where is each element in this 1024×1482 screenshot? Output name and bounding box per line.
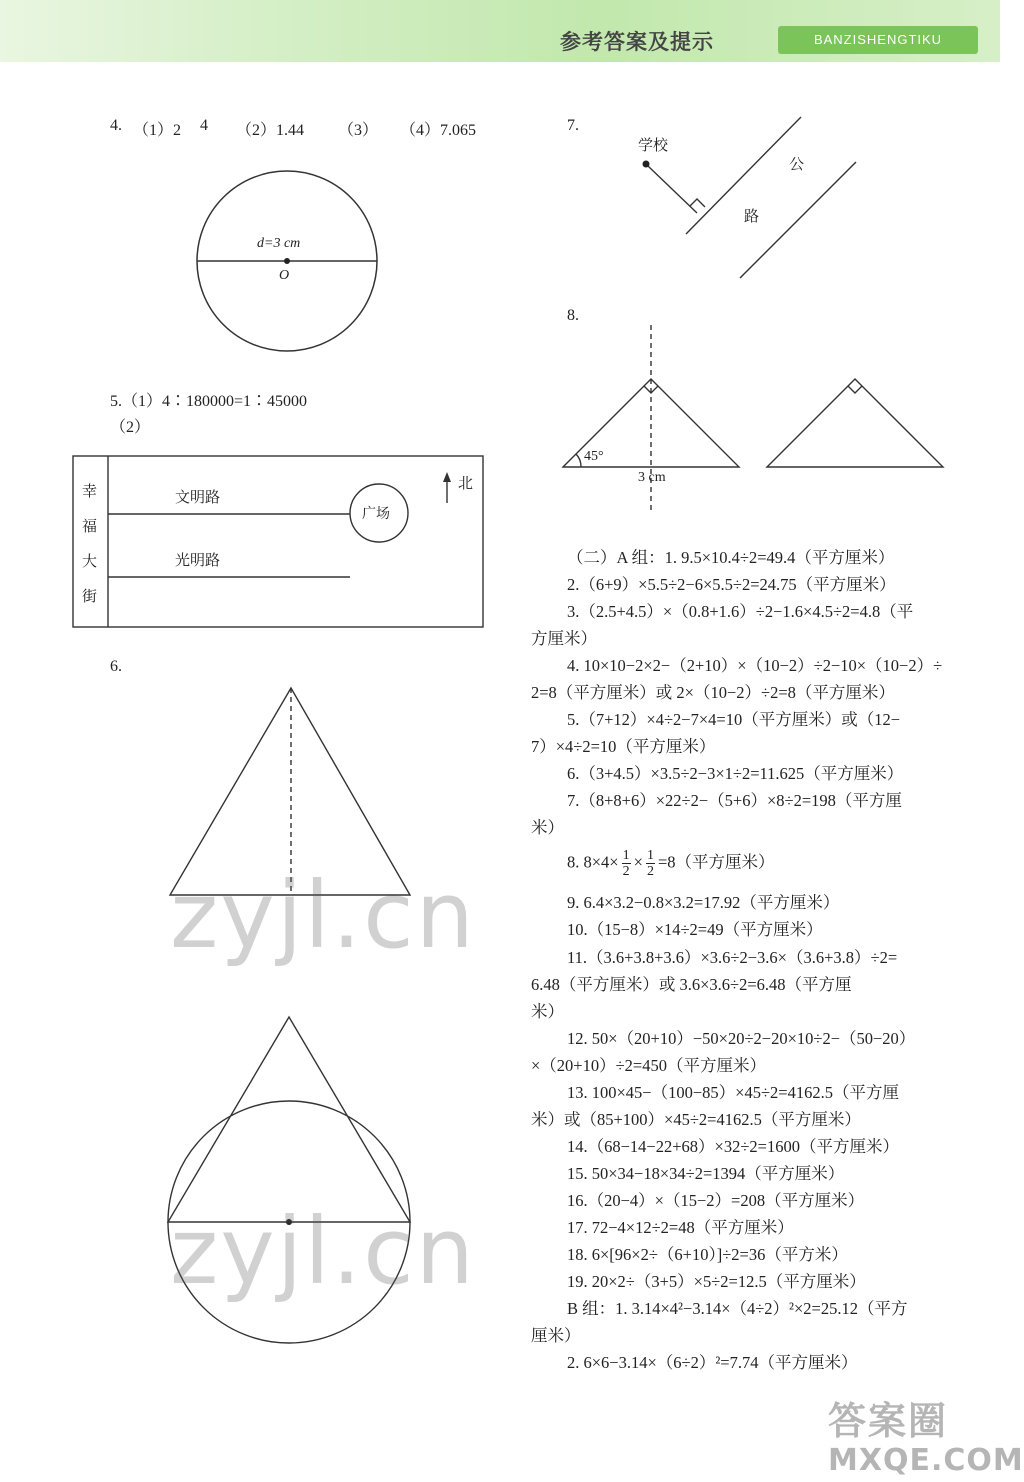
watermark-2: zyjl.cn <box>170 1198 476 1305</box>
street-char-4: 街 <box>82 589 98 605</box>
fraction-1 <box>622 848 631 879</box>
answer-line: 7）×4÷2=10（平方厘米） <box>531 737 716 756</box>
answer-line: B 组：1. 3.14×4²−3.14×（4÷2）²×2=25.12（平方 <box>567 1299 908 1318</box>
header-title: 参考答案及提示 <box>560 30 714 54</box>
site-logo-text: 答案圈 <box>828 1399 949 1443</box>
answer8-mid: × <box>633 852 643 872</box>
answer-line: 6.48（平方厘米）或 3.6×3.6÷2=6.48（平方厘 <box>531 975 852 994</box>
q7-number: 7. <box>567 117 579 134</box>
answer-line: 4. 10×10−2×2−（2+10）×（10−2）÷2−10×（10−2）÷ <box>567 656 943 675</box>
answer-line: 19. 20×2÷（3+5）×5÷2=12.5（平方厘米） <box>567 1272 866 1291</box>
street-char-1: 幸 <box>82 484 98 500</box>
circle-center-label: O <box>279 268 290 283</box>
road-label-a: 公 <box>789 157 805 173</box>
road-figure <box>648 117 856 278</box>
street-char-2: 福 <box>82 519 98 535</box>
fraction-2 <box>646 848 655 879</box>
q6-number: 6. <box>110 658 122 675</box>
right-triangles-figure <box>563 325 943 510</box>
school-label: 学校 <box>638 138 669 154</box>
answer-line: 17. 72−4×12÷2=48（平方厘米） <box>567 1218 794 1237</box>
answer-line: 2. 6×6−3.14×（6÷2）²=7.74（平方厘米） <box>567 1353 858 1372</box>
watermark-1: zyjl.cn <box>170 862 476 969</box>
fraction-2-num: 1 <box>646 848 654 863</box>
answer-line-fraction <box>567 848 775 879</box>
answer-line: 米）或（85+100）×45÷2=4162.5（平方厘米） <box>531 1110 861 1129</box>
answer8-pre: 8. 8×4× <box>567 852 619 872</box>
map-figure <box>73 456 483 627</box>
answer-line: 3.（2.5+4.5）×（0.8+1.6）÷2−1.6×4.5÷2=4.8（平 <box>567 602 914 621</box>
fraction-2-den: 2 <box>646 864 654 879</box>
road-label-b: 路 <box>744 209 760 225</box>
road2-label: 光明路 <box>175 553 221 569</box>
q4-part1b: 4 <box>200 117 208 134</box>
site-logo-url: MXQE.COM <box>828 1443 1024 1478</box>
school-point <box>643 161 650 168</box>
answer-line: 6.（3+4.5）×3.5÷2−3×1÷2=11.625（平方厘米） <box>567 764 904 783</box>
q4-number: 4. <box>110 117 122 134</box>
street-char-3: 大 <box>82 554 98 570</box>
answer-line: 厘米） <box>531 1326 581 1345</box>
answer-line: 2.（6+9）×5.5÷2−6×5.5÷2=24.75（平方厘米） <box>567 575 896 594</box>
answer-line: 方厘米） <box>531 629 597 648</box>
answer-line: 7.（8+8+6）×22÷2−（5+6）×8÷2=198（平方厘 <box>567 791 902 810</box>
answer-line: 18. 6×[96×2÷（6+10）]÷2=36（平方米） <box>567 1245 848 1264</box>
answer-line: 5.（7+12）×4÷2−7×4=10（平方厘米）或（12− <box>567 710 901 729</box>
header-tag: BANZISHENGTIKU <box>778 26 978 54</box>
q4-part2: （2）1.44 <box>236 122 305 139</box>
answer-line: 10.（15−8）×14÷2=49（平方厘米） <box>567 920 823 939</box>
road1-label: 文明路 <box>175 490 221 506</box>
answer-line: 11.（3.6+3.8+3.6）×3.6÷2−3.6×（3.6+3.8）÷2= <box>567 948 898 967</box>
answer-line: 13. 100×45−（100−85）×45÷2=4162.5（平方厘 <box>567 1083 899 1102</box>
answer-line: 15. 50×34−18×34÷2=1394（平方厘米） <box>567 1164 845 1183</box>
answer-line: 16.（20−4）×（15−2）=208（平方厘米） <box>567 1191 865 1210</box>
answer-line: 9. 6.4×3.2−0.8×3.2=17.92（平方厘米） <box>567 893 840 912</box>
answer8-post: =8（平方厘米） <box>657 852 775 872</box>
q4-part3: （3） <box>338 122 379 139</box>
base-label: 3 cm <box>638 470 666 485</box>
q5-line2: （2） <box>110 419 151 436</box>
north-label: 北 <box>458 476 474 492</box>
fraction-1-den: 2 <box>622 864 630 879</box>
site-logo <box>828 1390 1024 1478</box>
q8-number: 8. <box>567 307 579 324</box>
angle-label: 45° <box>584 449 604 464</box>
q5-line1: 5.（1）4∶180000=1∶45000 <box>110 393 308 410</box>
answer-line: （二）A 组：1. 9.5×10.4÷2=49.4（平方厘米） <box>567 548 895 567</box>
answer-line: 2=8（平方厘米）或 2×（10−2）÷2=8（平方厘米） <box>531 683 895 702</box>
north-arrow-icon <box>443 472 451 482</box>
plaza-label: 广场 <box>362 507 390 522</box>
answer-line: 米） <box>531 818 564 837</box>
q4-part1: （1）2 <box>133 122 182 139</box>
answer-line: 米） <box>531 1002 564 1021</box>
q4-part4: （4）7.065 <box>400 122 477 139</box>
answer-line: ×（20+10）÷2=450（平方厘米） <box>531 1056 766 1075</box>
circle-diameter-label: d=3 cm <box>257 236 301 251</box>
answer-line: 14.（68−14−22+68）×32÷2=1600（平方厘米） <box>567 1137 899 1156</box>
answer-line: 12. 50×（20+10）−50×20÷2−20×10÷2−（50−20） <box>567 1029 916 1048</box>
fraction-1-num: 1 <box>622 848 630 863</box>
circle-center-point <box>284 258 290 264</box>
